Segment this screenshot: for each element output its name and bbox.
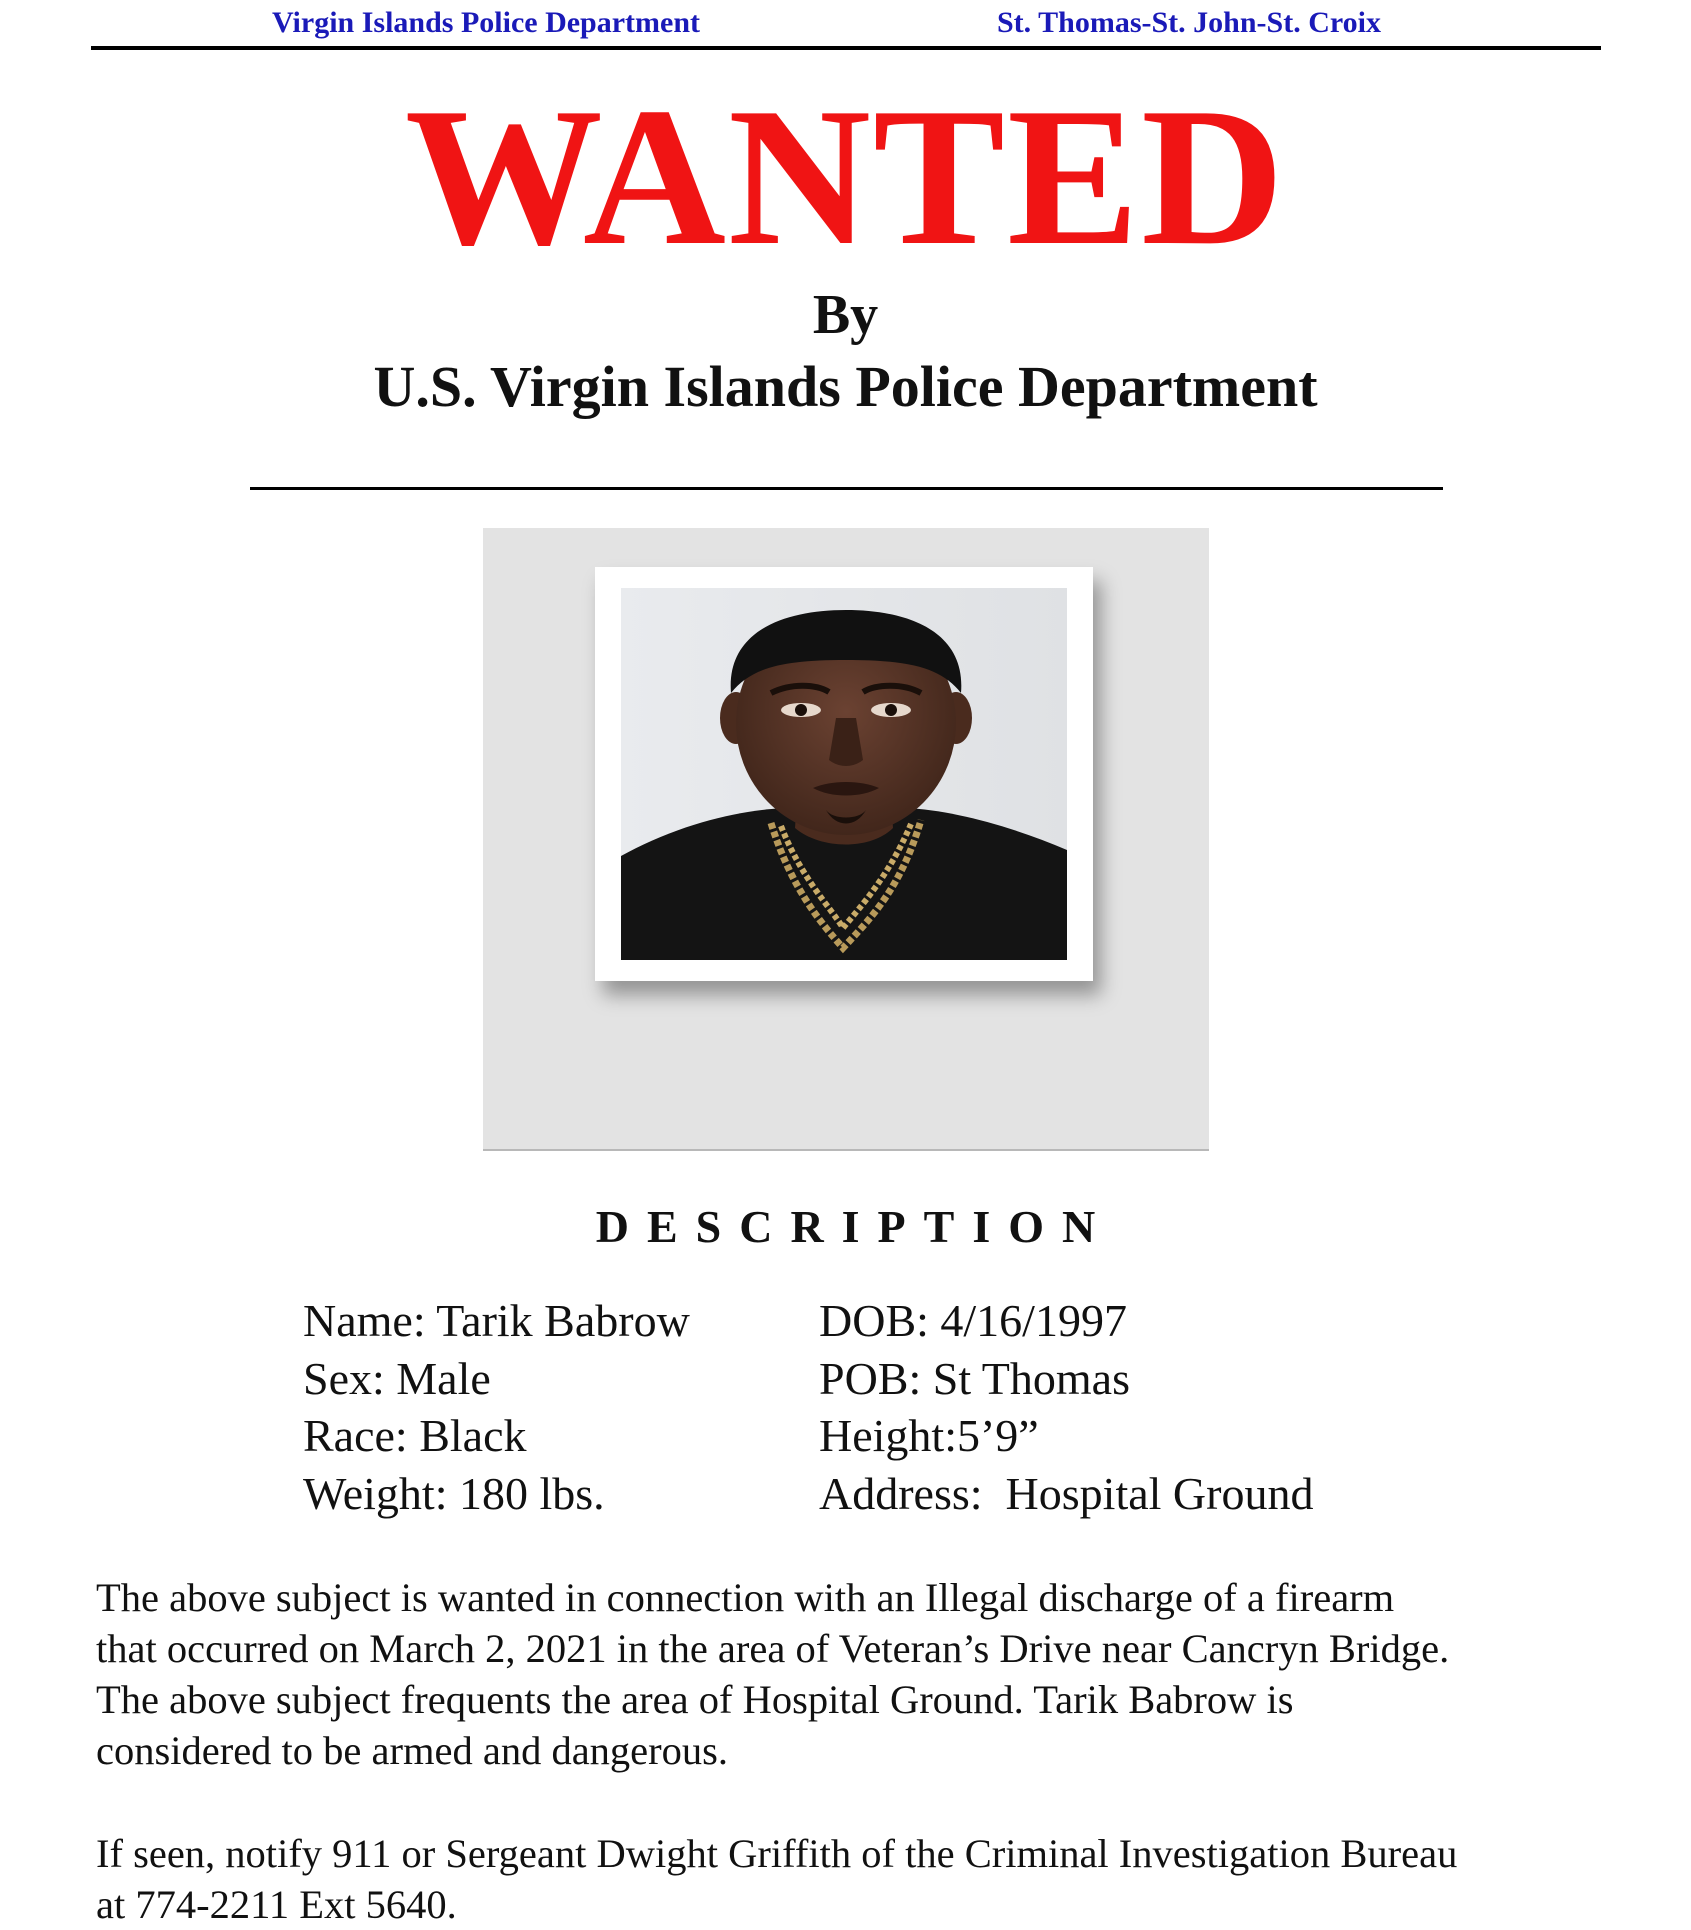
header-department: Virgin Islands Police Department xyxy=(272,6,701,39)
sex-field: Sex: Male xyxy=(303,1353,491,1404)
incident-paragraph xyxy=(96,1572,1656,1776)
title-divider xyxy=(250,487,1443,490)
agency-name: U.S. Virgin Islands Police Department xyxy=(373,354,1318,419)
contact-paragraph xyxy=(96,1828,1656,1930)
photo-panel xyxy=(483,528,1209,1151)
incident-line: The above subject frequents the area of Hospital Ground. Tarik Babrow is xyxy=(96,1677,1294,1722)
weight-field: Weight: 180 lbs. xyxy=(303,1468,605,1519)
photo-frame xyxy=(595,567,1093,981)
incident-line: considered to be armed and dangerous. xyxy=(96,1728,729,1773)
name-field: Name: Tarik Babrow xyxy=(303,1295,690,1346)
wanted-title: WANTED xyxy=(404,67,1287,286)
description-heading: DESCRIPTION xyxy=(595,1201,1114,1252)
contact-line: If seen, notify 911 or Sergeant Dwight Griffith of the Criminal Investigation Bureau xyxy=(96,1831,1458,1876)
suspect-photo xyxy=(621,588,1067,960)
dob-field: DOB: 4/16/1997 xyxy=(819,1295,1127,1346)
header-islands: St. Thomas-St. John-St. Croix xyxy=(997,6,1381,39)
incident-line: The above subject is wanted in connection with an Illegal discharge of a firearm xyxy=(96,1575,1395,1620)
incident-line: that occurred on March 2, 2021 in the area of Veteran’s Drive near Cancryn Bridge. xyxy=(96,1626,1450,1671)
height-field: Height:5’9” xyxy=(819,1410,1039,1461)
pob-field: POB: St Thomas xyxy=(819,1353,1130,1404)
by-label: By xyxy=(812,284,879,346)
race-field: Race: Black xyxy=(303,1410,527,1461)
contact-line: at 774-2211 Ext 5640. xyxy=(96,1882,457,1927)
address-field: Address: Hospital Ground xyxy=(819,1468,1314,1519)
header-divider xyxy=(91,46,1601,50)
